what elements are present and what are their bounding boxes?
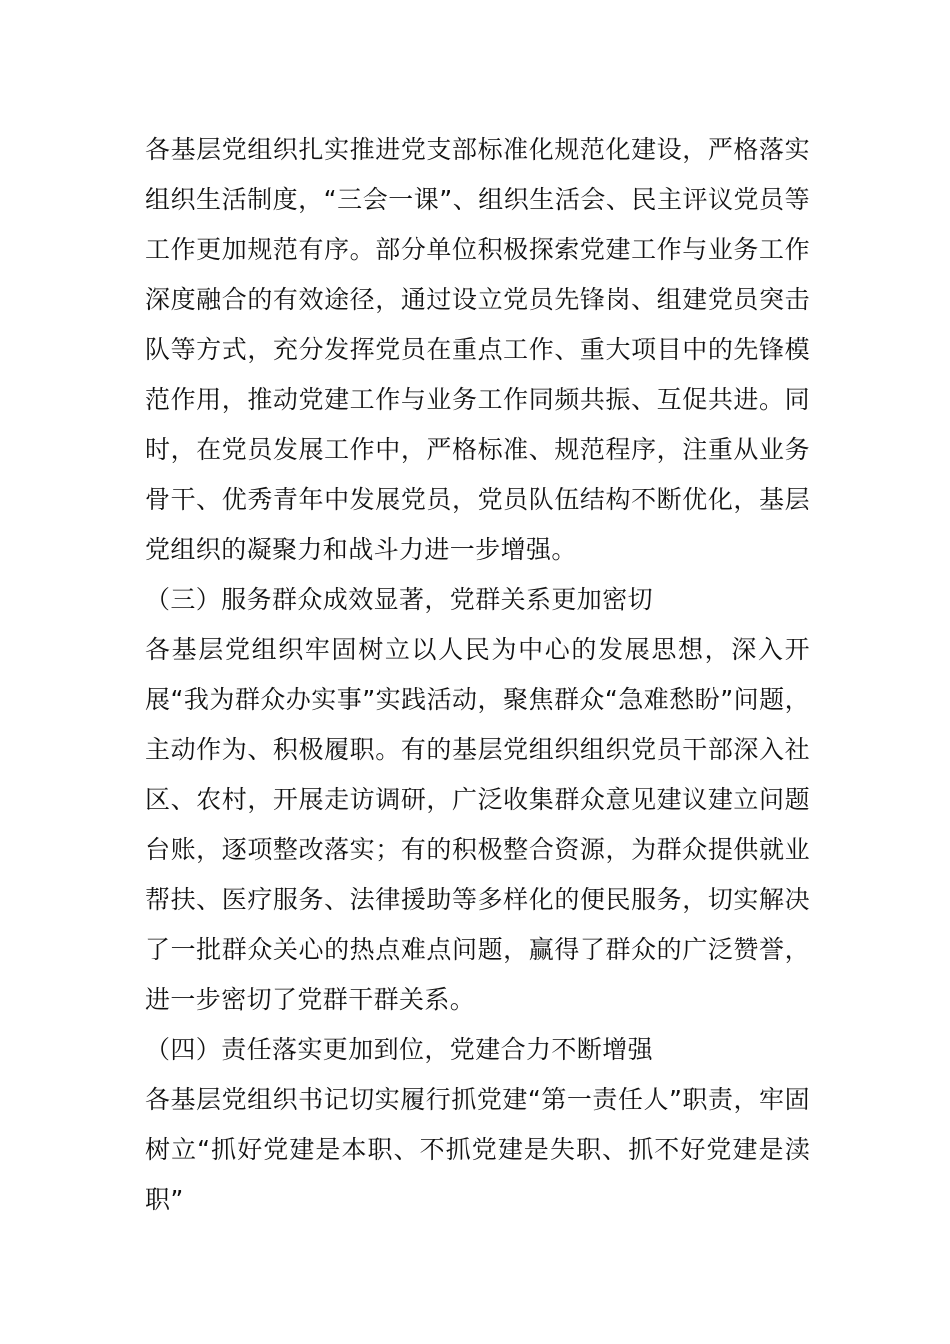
paragraph-party-building-standardization: 各基层党组织扎实推进党支部标准化规范化建设，严格落实组织生活制度，“三会一课”、组织生活会、民主评议党员等工作更加规范有序。部分单位积极探索党建工作与业务工作深度融合的有效途径，通过设立党员先锋岗、组建党员突击队等方式，充分发挥党员在重点工作、重大项目中的先锋模范作用，推动党建工作与业务工作同频共振、互促共进。同时，在党员发展工作中，严格标准、规范程序，注重从业务骨干、优秀青年中发展党员，党员队伍结构不断优化，基层党组织的凝聚力和战斗力进一步增强。	[145, 135, 810, 564]
paragraph-responsibility: 各基层党组织书记切实履行抓党建“第一责任人”职责，牢固树立“抓好党建是本职、不抓党建是失职、抓不好党建是渎职”	[145, 1085, 810, 1214]
section-heading-3: （三）服务群众成效显著，党群关系更加密切	[145, 585, 654, 614]
paragraph-serving-the-masses: 各基层党组织牢固树立以人民为中心的发展思想，深入开展“我为群众办实事”实践活动，聚焦群众“急难愁盼”问题，主动作为、积极履职。有的基层党组织组织党员干部深入社区、农村，开展走访调研，广泛收集群众意见建议建立问题台账，逐项整改落实；有的积极整合资源，为群众提供就业帮扶、医疗服务、法律援助等多样化的便民服务，切实解决了一批群众关心的热点难点问题，赢得了群众的广泛赞誉，进一步密切了党群干群关系。	[145, 635, 810, 1014]
document-body	[145, 125, 810, 1225]
section-heading-4: （四）责任落实更加到位，党建合力不断增强	[145, 1035, 654, 1064]
